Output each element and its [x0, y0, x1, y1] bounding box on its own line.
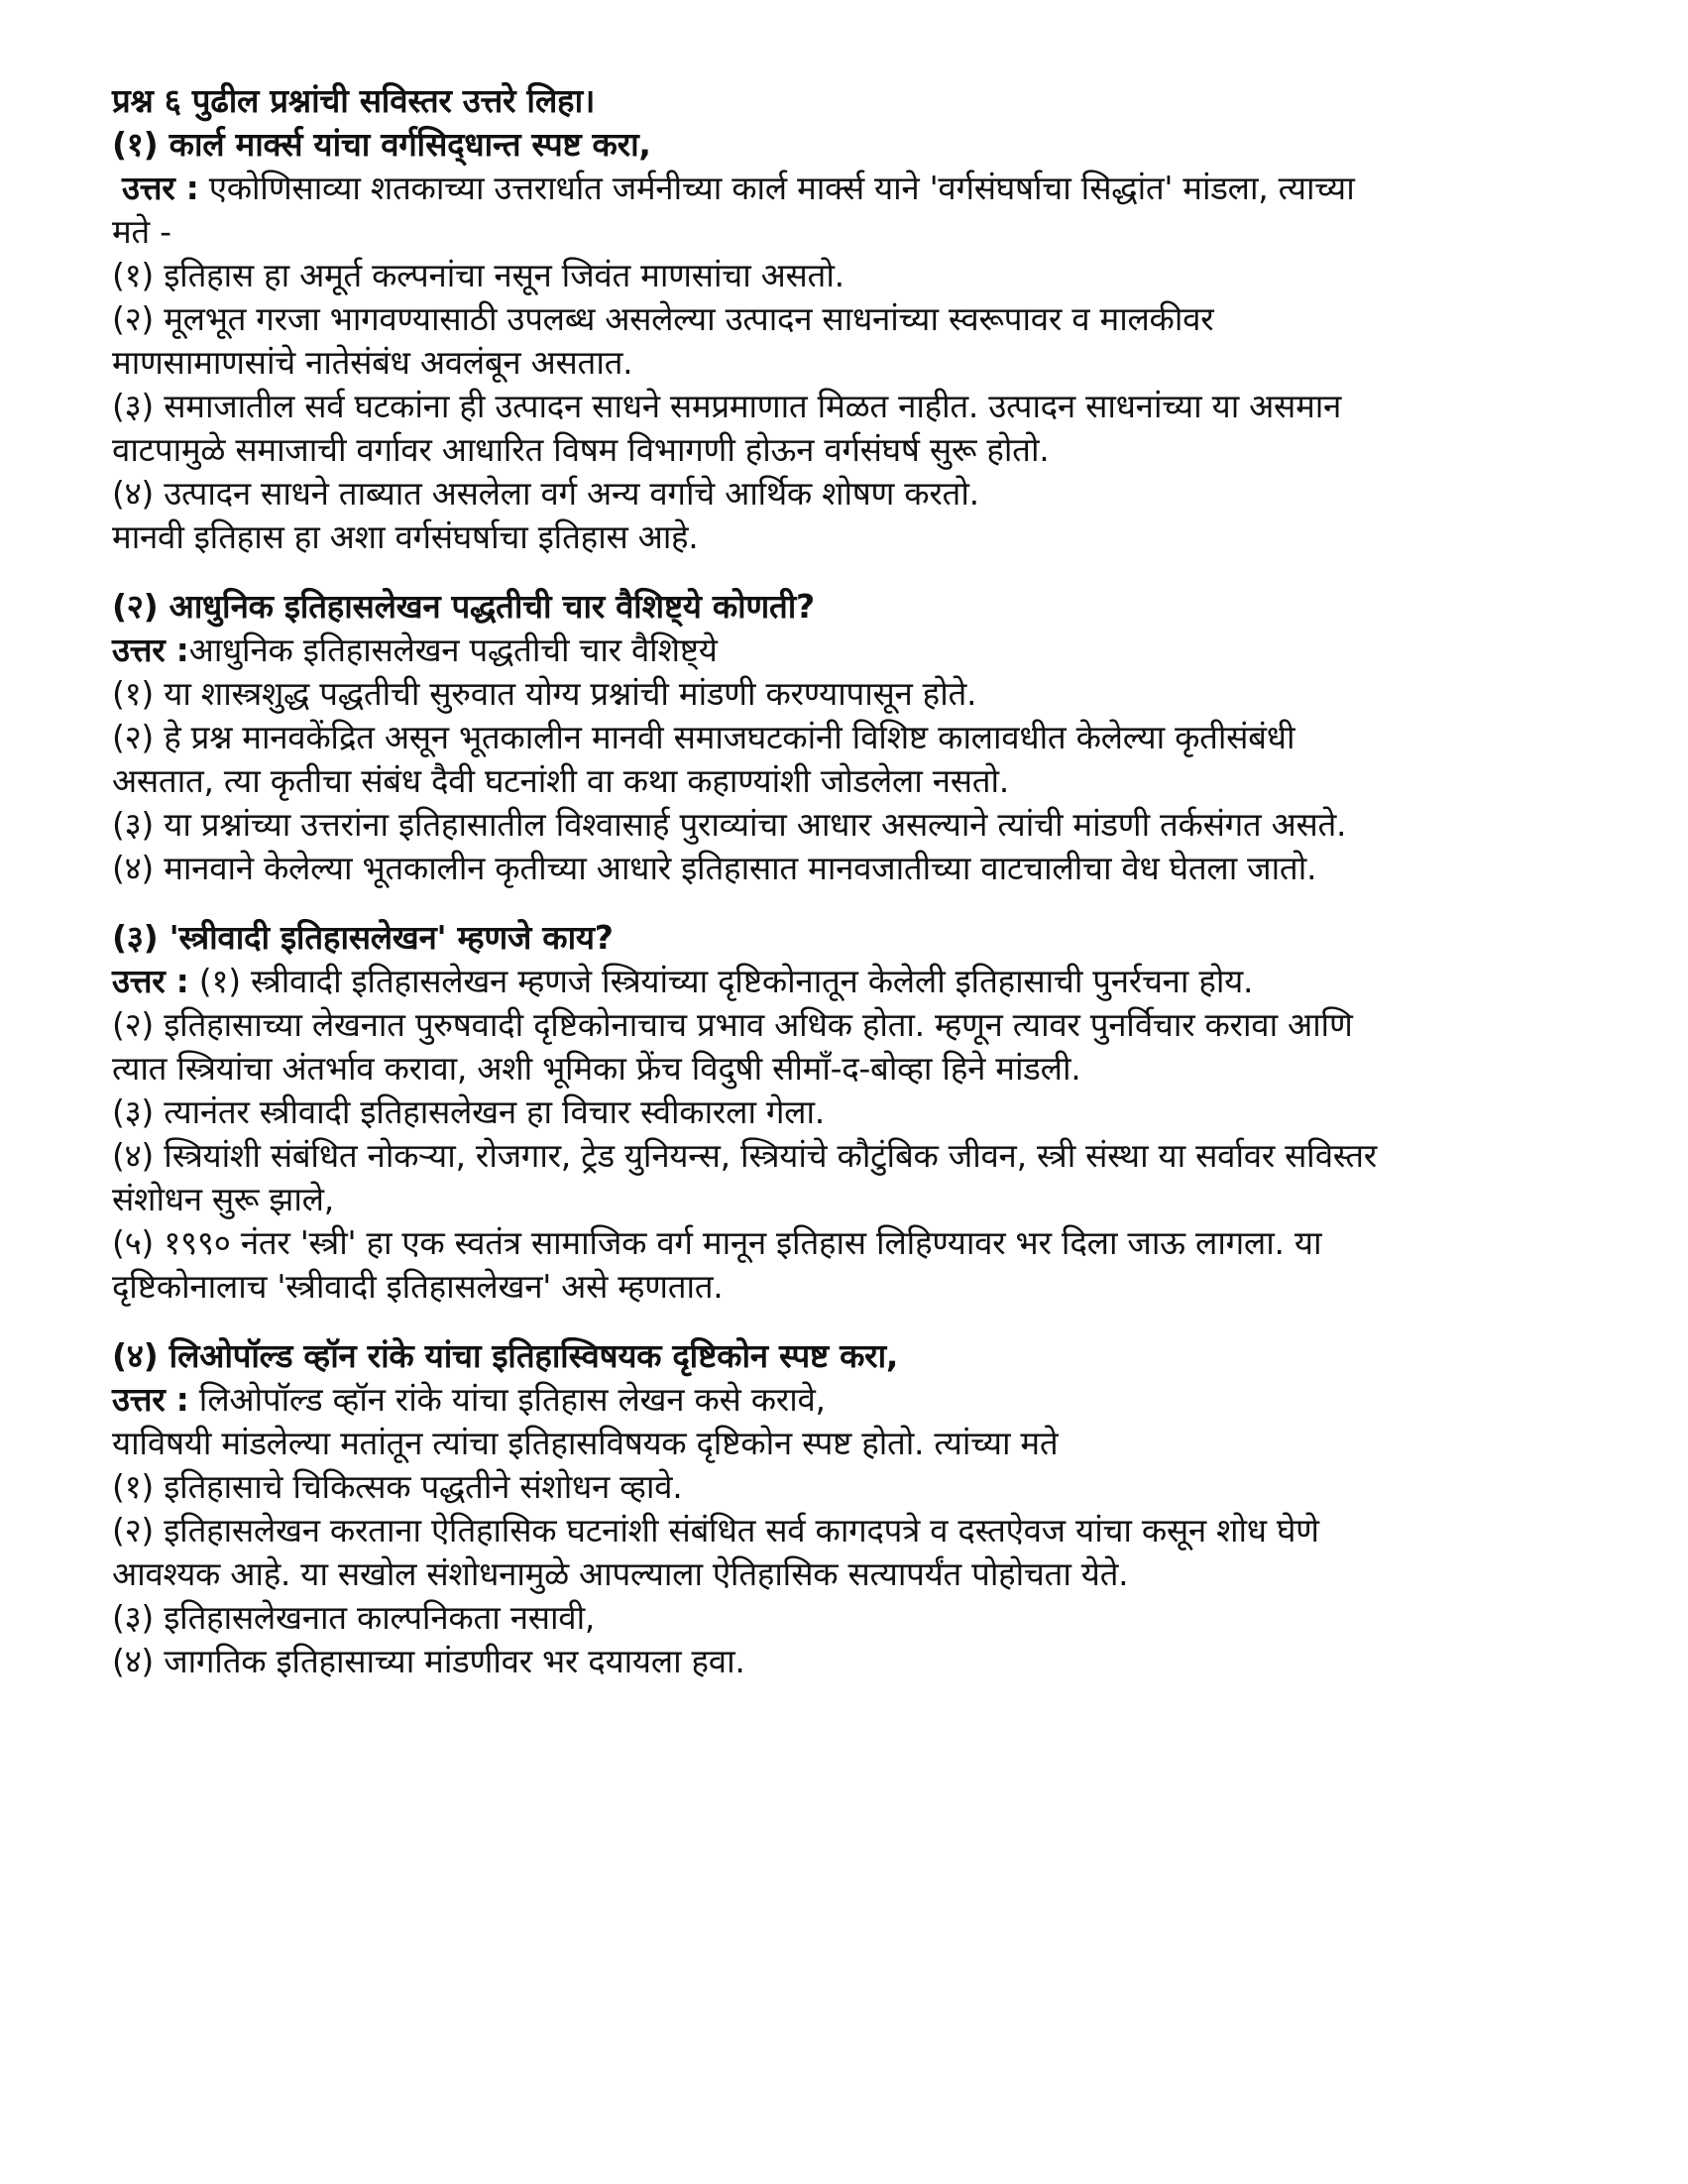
- question-1-title: (१) कार्ल मार्क्स यांचा वर्गसिद्‌धान्त स्पष्ट करा,: [112, 125, 651, 164]
- question-1-line: वाटपामुळे समाजाची वर्गावर आधारित विषम विभागणी होऊन वर्गसंघर्ष सुरू होतो.: [112, 430, 1050, 469]
- question-3-line: दृष्टिकोनालाच 'स्त्रीवादी इतिहासलेखन' असे म्हणतात.: [112, 1267, 724, 1306]
- question-2-line: (४) मानवाने केलेल्या भूतकालीन कृतीच्या आधारे इतिहासात मानवजातीच्या वाटचालीचा वेध घेतला जातो.: [112, 849, 1317, 887]
- question-4-line: याविषयी मांडलेल्या मतांतून त्यांचा इतिहासविषयक दृष्टिकोन स्पष्ट होतो. त्यांच्या मते: [112, 1424, 1059, 1462]
- question-4-line: (२) इतिहासलेखन करताना ऐतिहासिक घटनांशी संबंधित सर्व कागदपत्रे व दस्तऐवज यांचा कसून शोध घेणे: [112, 1511, 1319, 1550]
- question-4-line: (१) इतिहासाचे चिकित्सक पद्धतीने संशोधन व्हावे.: [112, 1467, 683, 1506]
- question-3-title: (३) 'स्त्रीवादी इतिहासलेखन' म्हणजे काय?: [112, 918, 614, 957]
- question-3-line: (२) इतिहासाच्या लेखनात पुरुषवादी दृष्टिकोनाचाच प्रभाव अधिक होता. म्हणून त्यावर पुनर्विचार करावा आणि: [112, 1005, 1353, 1044]
- question-1-line: मानवी इतिहास हा अशा वर्गसंघर्षाचा इतिहास आहे.: [112, 517, 699, 556]
- question-1-line: मते -: [112, 212, 171, 251]
- question-3-line: (४) स्त्रियांशी संबंधित नोकऱ्या, रोजगार, ट्रेड युनियन्स, स्त्रियांचे कौटुंबिक जीवन, स्त्री संस्था या सर्वावर सविस्तर: [112, 1136, 1378, 1175]
- answer-label: उत्तर :: [112, 962, 189, 1000]
- question-3-line: त्यात स्त्रियांचा अंतर्भाव करावा, अशी भूमिका फ्रेंच विदुषी सीमाँ-द-बोव्हा हिने मांडली.: [112, 1049, 1081, 1088]
- question-3-answer-intro: (१) स्त्रीवादी इतिहासलेखन म्हणजे स्त्रियांच्या दृष्टिकोनातून केलेली इतिहासाची पुनर्रचना होय.: [188, 962, 1254, 1000]
- question-2-line: (१) या शास्त्रशुद्ध पद्धतीची सुरुवात योग्य प्रश्नांची मांडणी करण्यापासून होते.: [112, 674, 977, 713]
- question-3-answer-intro-line: [112, 960, 1589, 1003]
- question-4-answer-intro: लिओपॉल्ड व्हॉन रांके यांचा इतिहास लेखन कसे करावे,: [188, 1380, 826, 1419]
- question-1-line: (३) समाजातील सर्व घटकांना ही उत्पादन साधने समप्रमाणात मिळत नाहीत. उत्पादन साधनांच्या या असमान: [112, 387, 1342, 425]
- question-1-line: (२) मूलभूत गरजा भागवण्यासाठी उपलब्ध असलेल्या उत्पादन साधनांच्या स्वरूपावर व मालकीवर: [112, 299, 1214, 338]
- question-4-line: आवश्यक आहे. या सखोल संशोधनामुळे आपल्याला ऐतिहासिक सत्यापर्यंत पोहोचता येते.: [112, 1554, 1129, 1593]
- answer-label: उत्तर :: [112, 631, 189, 669]
- question-2-line: (३) या प्रश्नांच्या उत्तरांना इतिहासातील विश्वासार्ह पुराव्यांचा आधार असल्याने त्यांची मांडणी तर्कसंगत असते.: [112, 805, 1347, 844]
- question-2-line: असतात, त्या कृतीचा संबंध दैवी घटनांशी वा कथा कहाण्यांशी जोडलेला नसतो.: [112, 761, 1009, 800]
- question-3-line: संशोधन सुरू झाले,: [112, 1180, 334, 1218]
- question-3-line: (३) त्यानंतर स्त्रीवादी इतिहासलेखन हा विचार स्वीकारला गेला.: [112, 1092, 825, 1131]
- question-1-line: (१) इतिहास हा अमूर्त कल्पनांचा नसून जिवंत माणसांचा असतो.: [112, 256, 844, 294]
- question-1-line: (४) उत्पादन साधने ताब्यात असलेला वर्ग अन्य वर्गाचे आर्थिक शोषण करतो.: [112, 474, 979, 513]
- question-2-answer-intro: आधुनिक इतिहासलेखन पद्धतीची चार वैशिष्ट्ये: [188, 631, 718, 669]
- question-1-answer-intro-line: [112, 167, 1589, 210]
- question-2-line: (२) हे प्रश्न मानवकेंद्रित असून भूतकालीन मानवी समाजघटकांनी विशिष्ट कालावधीत केलेल्या कृतीसंबंधी: [112, 718, 1295, 756]
- section-gap: [112, 1309, 1589, 1334]
- answer-label: उत्तर :: [112, 1380, 189, 1419]
- main-heading: प्रश्न ६ पुढील प्रश्नांची सविस्तर उत्तरे लिहा।: [112, 81, 596, 120]
- section-gap: [112, 559, 1589, 585]
- question-4-line: (४) जागतिक इतिहासाच्या मांडणीवर भर दयायला हवा.: [112, 1642, 745, 1680]
- question-2-answer-intro-line: [112, 629, 1589, 672]
- question-1-line: माणसामाणसांचे नातेसंबंध अवलंबून असतात.: [112, 343, 633, 382]
- section-gap: [112, 890, 1589, 916]
- answer-label: उत्तर :: [122, 169, 199, 207]
- question-1-answer-intro: एकोणिसाव्या शतकाच्या उत्तरार्धात जर्मनीच्या कार्ल मार्क्स याने 'वर्गसंघर्षाचा सिद्धांत' मांडला, त्याच्या: [198, 169, 1355, 207]
- question-2-title: (२) आधुनिक इतिहासलेखन पद्धतीची चार वैशिष्ट्ये कोणती?: [112, 587, 815, 626]
- question-4-title: (४) लिओपॉल्ड व्हॉन रांके यांचा इतिहास्विषयक दृष्टिकोन स्पष्ट करा,: [112, 1336, 899, 1375]
- document-content: [112, 79, 1589, 1683]
- question-3-line: (५) १९९० नंतर 'स्त्री' हा एक स्वतंत्र सामाजिक वर्ग मानून इतिहास लिहिण्यावर भर दिला जाऊ लागला. या: [112, 1223, 1322, 1262]
- question-4-answer-intro-line: [112, 1378, 1589, 1422]
- question-4-line: (३) इतिहासलेखनात काल्पनिकता नसावी,: [112, 1598, 596, 1637]
